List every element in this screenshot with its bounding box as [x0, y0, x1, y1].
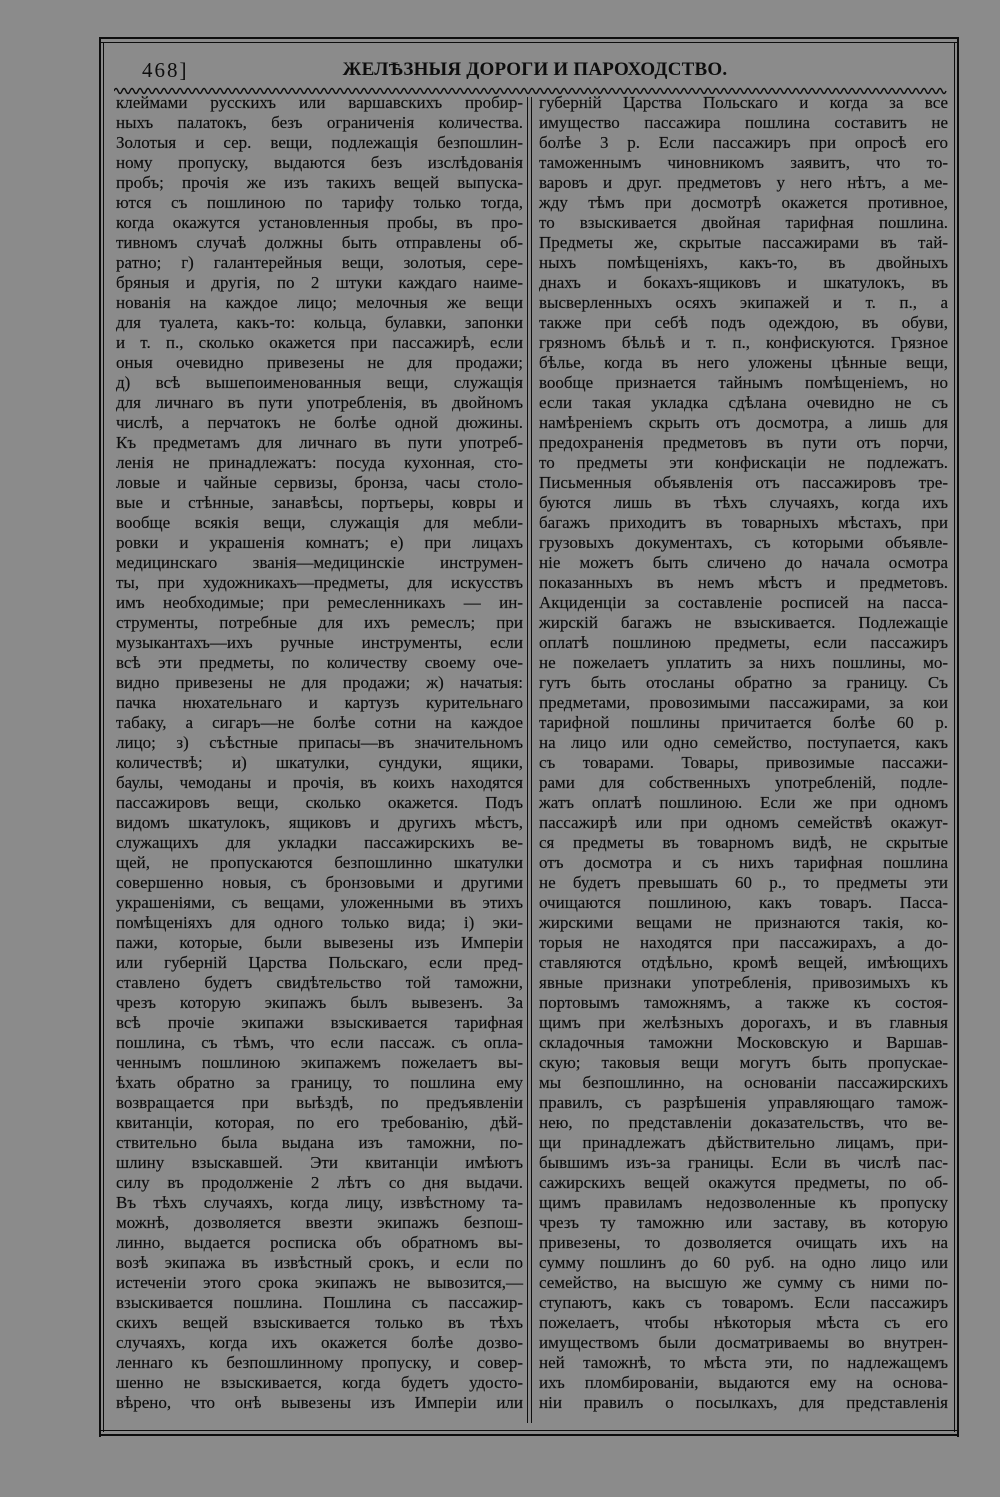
- frame-left-inner-rule: [103, 42, 104, 1432]
- text-line: медицинскаго званія—медицинскіе инструмен-: [116, 553, 523, 572]
- text-line: скую; таковыя вещи могутъ быть пропускае-: [539, 1053, 948, 1072]
- text-line: пажи, которые, были вывезены изъ Имперіи: [116, 933, 523, 952]
- text-line: количествѣ; и) шкатулки, сундуки, ящики,: [116, 753, 523, 772]
- text-line: сажирскихъ вещей окажутся предметы, по об-: [539, 1173, 948, 1192]
- frame-top-rule: [99, 37, 959, 39]
- text-line: баулы, чемоданы и прочія, въ коихъ находятся: [116, 773, 523, 792]
- text-line: бряныя и другія, по 2 штуки каждаго наиме-: [116, 273, 523, 292]
- text-line: имуществомъ были досматриваемы во внутрен-: [539, 1333, 948, 1352]
- text-line: предохраненія предметовъ въ пути отъ порчи,: [539, 433, 948, 452]
- right-column: [539, 93, 948, 1413]
- text-line: леннаго къ безпошлинному пропуску, и совер-: [116, 1353, 523, 1372]
- text-line: явные признаки употребленія, привозимыхъ къ: [539, 973, 948, 992]
- text-line: Акциденціи за составленіе росписей на пасса-: [539, 593, 948, 612]
- text-line: ленія не принадлежатъ: посуда кухонная, сто-: [116, 453, 523, 472]
- text-line: Предметы же, скрытые пассажирами въ тай-: [539, 233, 948, 252]
- text-line: рами для собственныхъ употребленій, подле-: [539, 773, 948, 792]
- text-line: привезены, то дозволяется очищать ихъ на: [539, 1233, 948, 1252]
- column-divider: [527, 97, 528, 1423]
- text-line: ся предметы въ товарномъ видѣ, не скрытые: [539, 833, 948, 852]
- text-line: семейство, на высшую же сумму съ ними по-: [539, 1273, 948, 1292]
- text-line: всѣ эти предметы, по количеству своему оче-: [116, 653, 523, 672]
- text-line: возѣ экипажа въ извѣстный срокъ, и если по: [116, 1253, 523, 1272]
- text-line: ровки и украшенія комнатъ; е) при лицахъ: [116, 533, 523, 552]
- text-line: съ товарами. Товары, привозимые пассажи-: [539, 753, 948, 772]
- text-line: грузовыхъ документахъ, съ которыми объявле-: [539, 533, 948, 552]
- text-line: жду тѣмъ при досмотрѣ окажется противное,: [539, 193, 948, 212]
- text-line: всѣ прочіе экипажи взыскивается тарифная: [116, 1013, 523, 1032]
- text-line: правилъ, съ разрѣшенія управляющаго тамож-: [539, 1093, 948, 1112]
- text-line: тарифной пошлины причитается болѣе 60 р.: [539, 713, 948, 732]
- text-line: пошлина, съ тѣмъ, что если пассаж. съ опла-: [116, 1033, 523, 1052]
- text-line: нею, по представленіи доказательствъ, что ве-: [539, 1113, 948, 1132]
- text-line: таможеннымъ чиновникомъ заявитъ, что то-: [539, 153, 948, 172]
- text-line: ѣхать обратно за границу, то пошлина ему: [116, 1073, 523, 1092]
- column-divider-second: [531, 97, 532, 1423]
- text-line: намѣреніемъ скрыть отъ досмотра, а лишь для: [539, 413, 948, 432]
- text-line: табаку, а сигаръ—не болѣе сотни на каждое: [116, 713, 523, 732]
- text-line: скихъ вещей взыскивается только въ тѣхъ: [116, 1313, 523, 1332]
- text-line: ствительно была выдана изъ таможни, по-: [116, 1133, 523, 1152]
- text-line: щимъ правиламъ недозволенные къ пропуску: [539, 1193, 948, 1212]
- text-line: ніи правилъ о посылкахъ, для представленія: [539, 1393, 948, 1412]
- text-line: предметами, провозимыми пассажирами, за кои: [539, 693, 948, 712]
- text-line: Въ тѣхъ случаяхъ, когда лицу, извѣстному та-: [116, 1193, 523, 1212]
- text-line: щей, не пропускаются безпошлинно шкатулки: [116, 853, 523, 872]
- text-line: струменты, потребные для ихъ ремеслъ; при: [116, 613, 523, 632]
- text-line: вѣрено, что онѣ вывезены изъ Имперіи или: [116, 1393, 523, 1412]
- text-line: складочныя таможни Московскую и Варшав-: [539, 1033, 948, 1052]
- text-line: для туалета, какъ-то: кольца, булавки, запонки: [116, 313, 523, 332]
- text-line: буются лишь въ тѣхъ случаяхъ, когда ихъ: [539, 493, 948, 512]
- text-line: очищаются пошлиною, какъ товаръ. Пасса-: [539, 893, 948, 912]
- text-line: жирскій багажъ не взыскивается. Подлежащіе: [539, 613, 948, 632]
- text-line: не пожелаетъ уплатить за нихъ пошлины, мо-: [539, 653, 948, 672]
- frame-top-inner-rule: [99, 42, 959, 43]
- text-line: помѣщеніяхъ для одного только вида; і) эки-: [116, 913, 523, 932]
- text-line: также при себѣ подъ одеждою, въ обуви,: [539, 313, 948, 332]
- text-line: д) всѣ вышепоименованныя вещи, служащія: [116, 373, 523, 392]
- text-line: нованія на каждое лицо; мелочныя же вещи: [116, 293, 523, 312]
- text-line: взыскивается пошлина. Пошлина съ пассажир-: [116, 1293, 523, 1312]
- frame-bottom-rule: [99, 1434, 959, 1436]
- text-line: губерній Царства Польскаго и когда за все: [539, 93, 948, 112]
- text-line: бѣлье, когда въ него уложены цѣнные вещи,: [539, 353, 948, 372]
- text-line: бывшимъ изъ-за границы. Если въ числѣ пас-: [539, 1153, 948, 1172]
- text-line: квитанціи, которая, по его требованію, дѣй-: [116, 1113, 523, 1132]
- text-line: чрезъ которую экипажъ былъ вывезенъ. За: [116, 993, 523, 1012]
- text-line: ченнымъ пошлиною экипажемъ пожелаетъ вы-: [116, 1053, 523, 1072]
- text-line: ются съ пошлиною по тарифу только тогда,: [116, 193, 523, 212]
- text-line: случаяхъ, когда ихъ окажется болѣе дозво-: [116, 1333, 523, 1352]
- text-line: оныя очевидно привезены не для продажи;: [116, 353, 523, 372]
- text-line: вые и стѣнные, занавѣсы, портьеры, ковры и: [116, 493, 523, 512]
- text-line: ставляются отдѣльно, кромѣ вещей, имѣющихъ: [539, 953, 948, 972]
- text-line: торыя не находятся при пассажирахъ, а до-: [539, 933, 948, 952]
- text-line: пачка нюхательнаго и картузъ курительнаго: [116, 693, 523, 712]
- text-line: когда окажутся установленныя пробы, въ про-: [116, 213, 523, 232]
- text-line: на лицо или одно семейство, поступается, какъ: [539, 733, 948, 752]
- text-line: служащихъ для укладки пассажирскихъ ве-: [116, 833, 523, 852]
- text-line: ты, при художникахъ—предметы, для искусствъ: [116, 573, 523, 592]
- text-line: ней таможнѣ, то мѣста эти, по надлежащемъ: [539, 1353, 948, 1372]
- text-line: грязномъ бѣльѣ и т. п., конфискуются. Грязное: [539, 333, 948, 352]
- text-line: пожелаетъ, чтобы нѣкоторыя мѣста съ его: [539, 1313, 948, 1332]
- text-line: жирскими вещами не признаются такія, ко-: [539, 913, 948, 932]
- text-line: для личнаго въ пути употребленія, въ двойномъ: [116, 393, 523, 412]
- text-line: то предметы эти конфискаціи не подлежатъ.: [539, 453, 948, 472]
- text-line: линно, выдается росписка объ обратномъ вы-: [116, 1233, 523, 1252]
- text-line: музыкантахъ—ихъ ручные инструменты, если: [116, 633, 523, 652]
- text-line: вообще всякія вещи, служащія для мебли-: [116, 513, 523, 532]
- text-line: жатъ оплатѣ пошлиною. Если же при одномъ: [539, 793, 948, 812]
- text-line: сумму пошлинъ до 60 руб. на одно лицо или: [539, 1253, 948, 1272]
- text-line: Къ предметамъ для личнаго въ пути употреб-: [116, 433, 523, 452]
- text-line: пассажирѣ или при одномъ семействѣ окажут-: [539, 813, 948, 832]
- text-line: ныхъ палатокъ, безъ ограниченія количества.: [116, 113, 523, 132]
- text-line: болѣе 3 р. Если пассажиръ при опросѣ его: [539, 133, 948, 152]
- frame-left-rule: [99, 37, 101, 1437]
- text-line: высверленныхъ осяхъ экипажей и т. п., а: [539, 293, 948, 312]
- text-line: пассажировъ вещи, сколько окажется. Подъ: [116, 793, 523, 812]
- left-column: [116, 93, 523, 1413]
- text-line: не будетъ превышать 60 р., то предметы эти: [539, 873, 948, 892]
- text-line: вообще признается тайнымъ помѣщеніемъ, но: [539, 373, 948, 392]
- text-line: щи принадлежатъ дѣйствительно лицамъ, при-: [539, 1133, 948, 1152]
- text-line: шлину взыскавшей. Эти квитанціи имѣютъ: [116, 1153, 523, 1172]
- text-line: показанныхъ въ немъ мѣстъ и предметовъ.: [539, 573, 948, 592]
- text-line: то взыскивается двойная тарифная пошлина.: [539, 213, 948, 232]
- text-line: портовымъ таможнямъ, а также къ состоя-: [539, 993, 948, 1012]
- text-line: тивномъ случаѣ должны быть отправлены об-: [116, 233, 523, 252]
- text-line: ставлено будетъ свидѣтельство той таможни,: [116, 973, 523, 992]
- text-line: имъ необходимые; при ремесленникахъ — ин-: [116, 593, 523, 612]
- text-line: истеченіи этого срока экипажъ не вывозится,—: [116, 1273, 523, 1292]
- frame-bottom-inner-rule: [99, 1430, 959, 1431]
- text-line: видомъ шкатулокъ, ящиковъ и другихъ мѣстъ,: [116, 813, 523, 832]
- text-line: лицо; з) съѣстные припасы—въ значительномъ: [116, 733, 523, 752]
- text-line: днахъ и бокахъ-ящиковъ и шкатулокъ, въ: [539, 273, 948, 292]
- text-line: ніе можетъ быть сличено до начала осмотра: [539, 553, 948, 572]
- text-line: багажъ приходитъ въ товарныхъ мѣстахъ, при: [539, 513, 948, 532]
- frame-right-rule: [957, 37, 959, 1437]
- text-line: клеймами русскихъ или варшавскихъ пробир-: [116, 93, 523, 112]
- text-line: пробъ; прочія же изъ такихъ вещей выпуска-: [116, 173, 523, 192]
- text-line: возвращается при выѣздѣ, по предъявленіи: [116, 1093, 523, 1112]
- text-line: ратно; г) галантерейныя вещи, золотыя, сере-: [116, 253, 523, 272]
- text-line: и т. п., сколько окажется при пассажирѣ, если: [116, 333, 523, 352]
- text-line: Письменныя объявленія отъ пассажировъ тре-: [539, 473, 948, 492]
- text-line: можнѣ, дозволяется ввезти экипажъ безпош-: [116, 1213, 523, 1232]
- page-number: 468]: [142, 58, 189, 82]
- text-line: ному пропуску, выдаются безъ изслѣдованія: [116, 153, 523, 172]
- text-line: ловые и чайные сервизы, бронза, часы столо-: [116, 473, 523, 492]
- text-line: чрезъ ту таможню или заставу, въ которую: [539, 1213, 948, 1232]
- text-line: или губерній Царства Польскаго, если пред-: [116, 953, 523, 972]
- text-line: отъ досмотра и съ нихъ тарифная пошлина: [539, 853, 948, 872]
- text-line: видно привезены не для продажи; ж) начатыя:: [116, 673, 523, 692]
- text-line: мы безпошлинно, на основаніи пассажирскихъ: [539, 1073, 948, 1092]
- frame-right-inner-rule: [954, 42, 955, 1432]
- text-line: шенно не взыскивается, когда будетъ удосто-: [116, 1373, 523, 1392]
- text-line: щимъ при желѣзныхъ дорогахъ, и въ главныя: [539, 1013, 948, 1032]
- text-line: числѣ, а перчатокъ не болѣе одной дюжины.: [116, 413, 523, 432]
- text-line: совершенно новыя, съ бронзовыми и другими: [116, 873, 523, 892]
- text-line: ныхъ помѣщеніяхъ, какъ-то, въ двойныхъ: [539, 253, 948, 272]
- text-line: украшеніями, съ вещами, уложенными въ этихъ: [116, 893, 523, 912]
- text-line: оплатѣ пошлиною предметы, если пассажиръ: [539, 633, 948, 652]
- text-line: если такая укладка сдѣлана очевидно не съ: [539, 393, 948, 412]
- text-line: имущество пассажира пошлина составитъ не: [539, 113, 948, 132]
- text-line: варовъ и друг. предметовъ у него нѣтъ, а ме-: [539, 173, 948, 192]
- text-line: силу въ продолженіе 2 лѣтъ со дня выдачи.: [116, 1173, 523, 1192]
- text-line: гутъ быть отосланы обратно за границу. Съ: [539, 673, 948, 692]
- running-title: ЖЕЛѢЗНЫЯ ДОРОГИ И ПАРОХОДСТВО.: [342, 59, 728, 80]
- text-line: ихъ пломбированіи, выдаются ему на основа-: [539, 1373, 948, 1392]
- text-line: Золотыя и сер. вещи, подлежащія безпошлин-: [116, 133, 523, 152]
- text-line: ступаютъ, какъ съ товаромъ. Если пассажиръ: [539, 1293, 948, 1312]
